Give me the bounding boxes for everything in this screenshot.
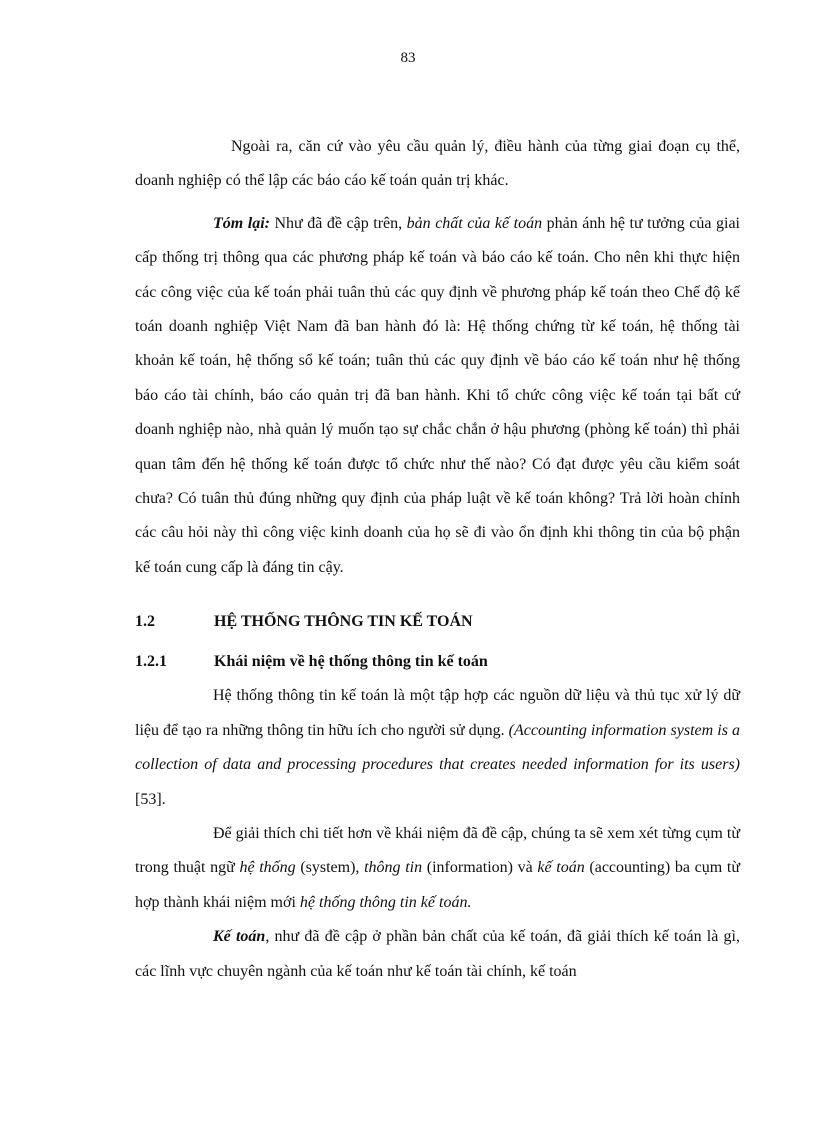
paragraph-summary [135, 207, 740, 585]
explanation-text-3: (information) và [422, 859, 538, 877]
page-number: 83 [400, 50, 416, 66]
page-body [135, 130, 740, 989]
term-ais: hệ thống thông tin kế toán. [299, 893, 472, 911]
explanation-text-2: (system), [295, 859, 365, 877]
definition-text: Hệ thống thông tin kế toán là một tập hợp các nguồn dữ liệu và thủ tục xử lý dữ liệu để tạo ra những thông tin hữu ích cho người sử dụng. [135, 687, 740, 739]
term-information: thông tin [364, 859, 423, 877]
definition-citation: [53]. [135, 790, 166, 808]
section-heading [135, 605, 740, 639]
subsection-number: 1.2.1 [135, 653, 167, 671]
explanation-text-1: Để giải thích chi tiết hơn về khái niệm đã đề cập, chúng ta sẽ xem xét từng cụm từ trong thuật ngữ [135, 824, 740, 877]
paragraph-definition [135, 679, 740, 817]
explanation-text-4: (accounting) ba cụm từ hợp thành khái niệm mới [135, 859, 741, 911]
accounting-text: , như đã đề cập ở phần bản chất của kế toán, đã giải thích kế toán là gì, các lĩnh vực chuyên ngành của kế toán như kế toán tài chính, kế toán [135, 928, 740, 980]
summary-text-2: phản ánh hệ tư tưởng của giai cấp thống trị thông qua các phương pháp kế toán và báo cáo kế toán. Cho nên khi thực hiện các công việc của kế toán phải tuân thủ các quy định về phương pháp kế toán theo Chế độ kế toán doanh nghiệp Việt Nam đã ban hành đó là: Hệ thống chứng từ kế toán, hệ thống tài khoản kế toán, hệ thống sổ kế toán; tuân thủ các quy định về báo cáo kế toán như hệ thống báo cáo tài chính, báo cáo quản trị đã ban hành. Khi tổ chức công việc kế toán tại bất cứ doanh nghiệp nào, nhà quản lý muốn tạo sự chắc chắn ở hậu phương (phòng kế toán) thì phải quan tâm đến hệ thống kế toán được tổ chức như thế nào? Có đạt được yêu cầu kiểm soát chưa? Có tuân thủ đúng những quy định của pháp luật về kế toán không? Trả lời hoàn chỉnh các câu hỏi này thì công việc kinh doanh của họ sẽ đi vào ổn định khi thông tin của bộ phận kế toán cung cấp là đáng tin cậy. [135, 214, 741, 576]
subsection-title: Khái niệm về hệ thống thông tin kế toán [214, 653, 488, 671]
summary-text-1: Như đã đề cập trên, [269, 214, 407, 232]
definition-english: (Accounting information system is a collection of data and processing procedures that creates needed information for its users) [135, 721, 741, 774]
paragraph-other-reports: Ngoài ra, căn cứ vào yêu cầu quản lý, điều hành của từng giai đoạn cụ thể, doanh nghiệp có thể lập các báo cáo kế toán quản trị khác. [135, 138, 740, 190]
term-system: hệ thống [239, 859, 296, 877]
term-accounting: kế toán [537, 859, 585, 877]
summary-emphasis: bản chất của kế toán [406, 214, 543, 232]
subsection-heading [135, 645, 740, 679]
section-title: HỆ THỐNG THÔNG TIN KẾ TOÁN [214, 613, 473, 631]
accounting-lead: Kế toán [213, 928, 266, 946]
summary-lead: Tóm lại: [213, 214, 270, 232]
paragraph-explanation [135, 817, 740, 920]
paragraph-accounting [135, 920, 740, 989]
section-number: 1.2 [135, 613, 155, 631]
